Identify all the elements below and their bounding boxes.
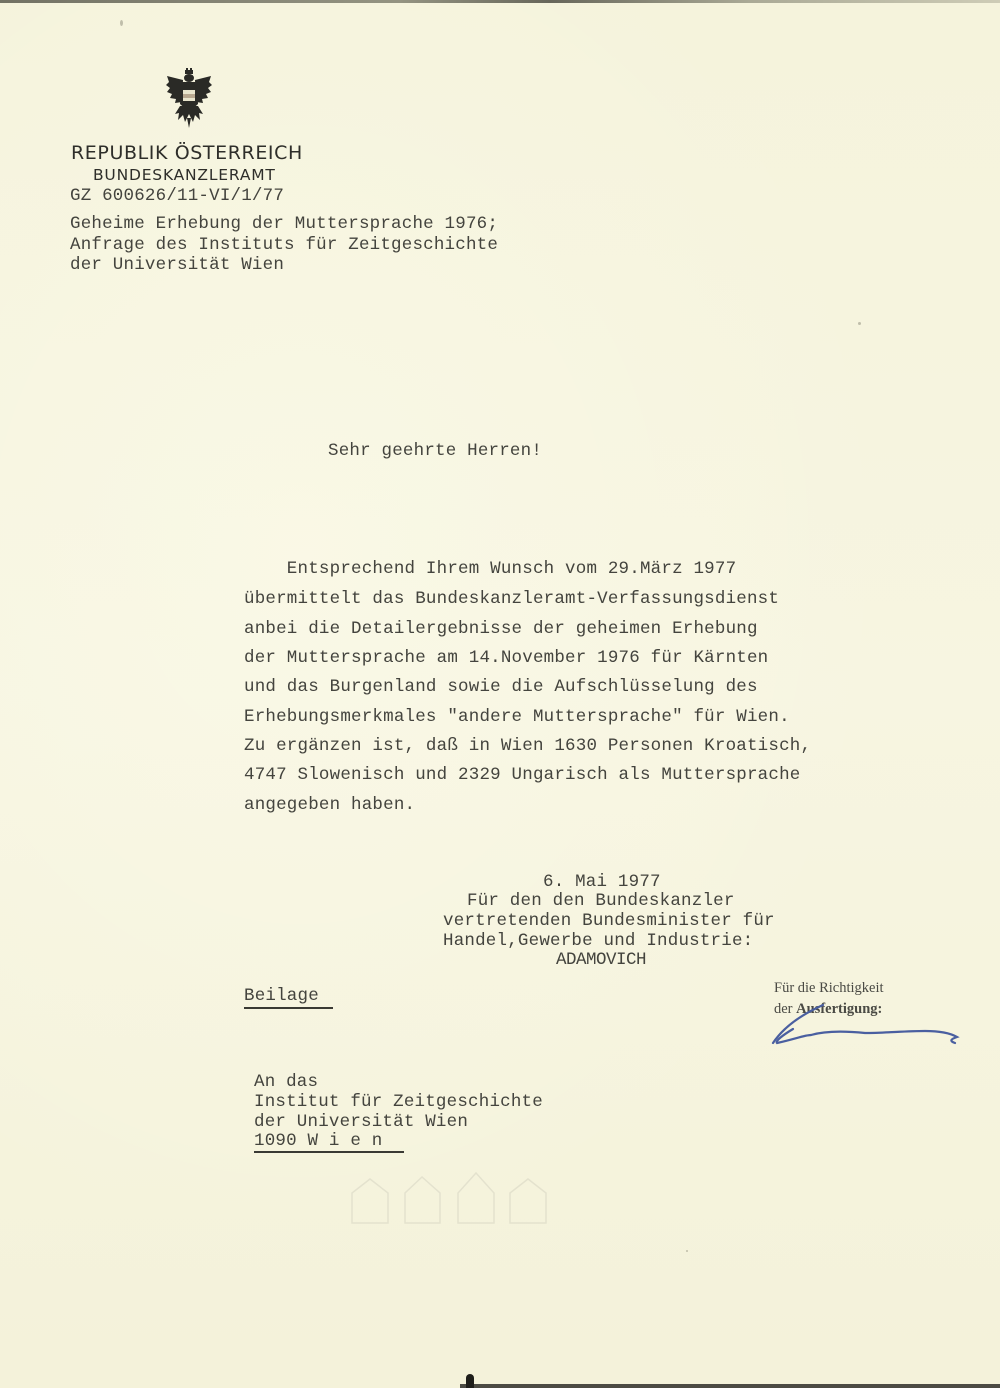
- closing-line-2: vertretenden Bundesminister für: [443, 911, 775, 931]
- stamp-line-2-bold: Ausfertigung:: [796, 1001, 883, 1017]
- reference-number: GZ 600626/11-VI/1/77: [70, 186, 285, 206]
- letter-date: 6. Mai 1977: [543, 872, 661, 892]
- punch-notch: [466, 1374, 474, 1388]
- address-line-1: An das: [254, 1072, 319, 1092]
- paper-speck: [858, 322, 861, 325]
- letterhead-country: REPUBLIK ÖSTERREICH: [71, 142, 303, 164]
- letterhead-office: BUNDESKANZLERAMT: [93, 166, 276, 184]
- body-line-4: der Muttersprache am 14.November 1976 für Kärnten: [244, 648, 769, 668]
- address-line-3: der Universität Wien: [254, 1112, 469, 1132]
- subject-line-1: Geheime Erhebung der Muttersprache 1976;: [70, 214, 499, 234]
- body-line-6: Erhebungsmerkmales "andere Muttersprache" für Wien.: [244, 707, 790, 727]
- stamp-line-2-prefix: der: [774, 1001, 797, 1017]
- body-line-8: 4747 Slowenisch und 2329 Ungarisch als Muttersprache: [244, 765, 801, 785]
- address-city: 1090 W i e n: [254, 1131, 404, 1153]
- subject-line-3: der Universität Wien: [70, 255, 285, 275]
- salutation: Sehr geehrte Herren!: [328, 441, 543, 461]
- signatory-name: ADAMOVICH: [556, 950, 647, 970]
- subject-line-2: Anfrage des Instituts für Zeitgeschichte: [70, 235, 499, 255]
- body-line-2: übermittelt das Bundeskanzleramt-Verfassungsdienst: [244, 589, 780, 609]
- show-through-marks: [350, 1165, 595, 1235]
- scan-bottom-edge: [460, 1384, 1000, 1388]
- body-line-9: angegeben haben.: [244, 795, 416, 815]
- paper-speck: [686, 1250, 688, 1252]
- handwritten-signature-icon: [765, 995, 975, 1055]
- body-line-7: Zu ergänzen ist, daß in Wien 1630 Personen Kroatisch,: [244, 736, 812, 756]
- address-line-2: Institut für Zeitgeschichte: [254, 1092, 543, 1112]
- enclosure-label: Beilage: [244, 986, 333, 1009]
- austrian-eagle-crest-icon: [165, 68, 213, 130]
- closing-line-1: Für den den Bundeskanzler: [467, 891, 735, 911]
- closing-line-3: Handel,Gewerbe und Industrie:: [443, 931, 754, 951]
- body-line-5: und das Burgenland sowie die Aufschlüsselung des: [244, 677, 758, 697]
- body-line-1: Entsprechend Ihrem Wunsch vom 29.März 1977: [244, 559, 737, 579]
- scan-top-edge: [0, 0, 1000, 3]
- body-line-3: anbei die Detailergebnisse der geheimen Erhebung: [244, 619, 758, 639]
- paper-speck: [120, 20, 123, 26]
- stamp-line-1: Für die Richtigkeit: [774, 980, 884, 996]
